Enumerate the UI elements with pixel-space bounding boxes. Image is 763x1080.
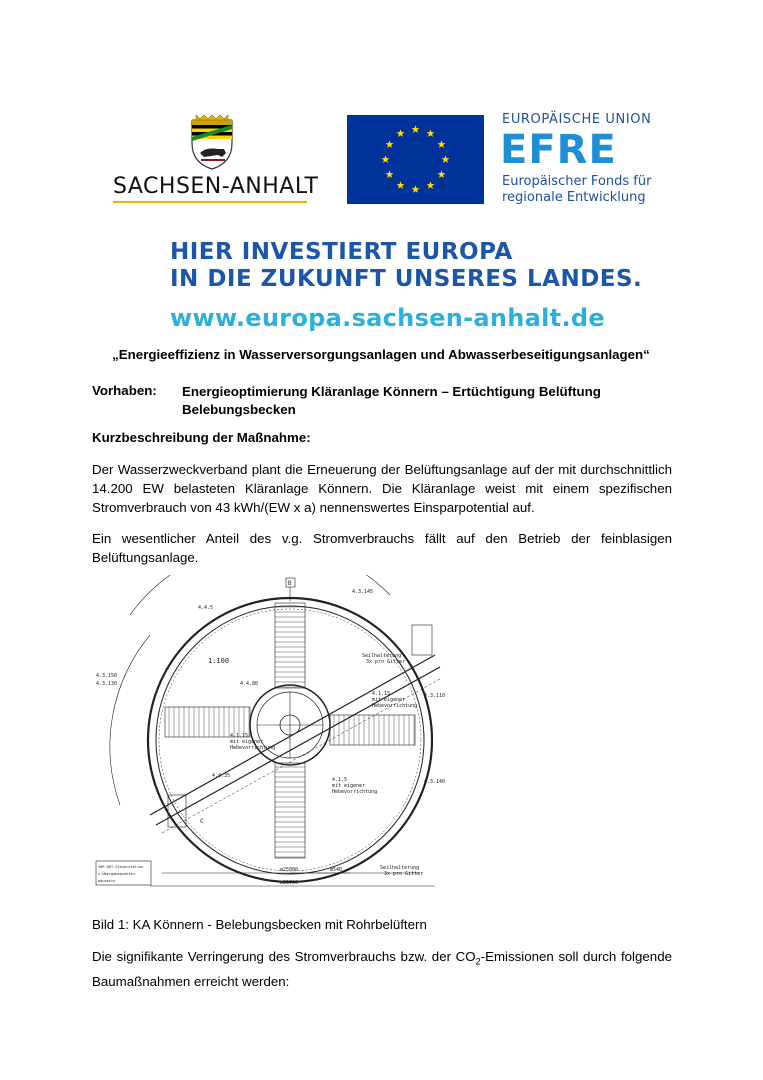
slogan-line2: IN DIE ZUKUNFT UNSERES LANDES. <box>170 266 643 292</box>
efre-label: EFRE <box>500 127 617 173</box>
efre-fullname-line2: regionale Entwicklung <box>502 190 646 205</box>
paragraph-2: Ein wesentlicher Anteil des v.g. Stromverbrauchs fällt auf den Betrieb der feinblasigen Belüftungsanlage. <box>92 531 672 565</box>
sachsen-anhalt-underline <box>113 201 307 203</box>
figure-caption: Bild 1: KA Könnern - Belebungsbecken mit Rohrbelüftern <box>92 917 427 932</box>
drawing-label: 4.3.145 <box>352 589 374 595</box>
paragraph-3 <box>92 947 672 991</box>
website-url[interactable]: www.europa.sachsen-anhalt.de <box>170 304 605 332</box>
drawing-label: Hebevorrichtung <box>372 703 418 709</box>
drawing-label: 4.1.15 <box>372 691 391 697</box>
document-title: „Energieeffizienz in Wasserversorgungsanlagen und Abwasserbeseitigungsanlagen“ <box>112 347 650 362</box>
paragraph-3-part-a: Die signifikante Verringerung des Stromverbrauchs bzw. der CO <box>92 949 476 964</box>
drawing-label: 4.4.35 <box>212 773 231 779</box>
drawing-label: 4.3.110 <box>423 693 445 699</box>
drawing-label: ø25000 <box>280 867 299 873</box>
drawing-label: 4.4.5 <box>198 605 214 611</box>
drawing-label: Hebevorrichtung <box>332 789 378 795</box>
sachsen-anhalt-wordmark: SACHSEN-ANHALT <box>113 174 319 199</box>
eu-label: EUROPÄISCHE UNION <box>502 112 652 127</box>
section-marker: C <box>200 818 204 825</box>
efre-fullname-line1: Europäischer Fonds für <box>502 174 652 189</box>
drawing-label: mit eigener <box>332 783 366 789</box>
drawing-note: bauseits <box>98 879 116 883</box>
drawing-label: 3x pro Gitter <box>366 659 406 665</box>
drawing-label: Hebevorrichtung <box>230 745 276 751</box>
drawing-label: 4.1.5 <box>332 777 348 783</box>
co2-subscript: 2 <box>475 956 481 967</box>
drawing-note: VOR ORT-Steuerstellen <box>98 865 144 869</box>
drawing-label: 3x pro Gitter <box>384 871 424 877</box>
belebungsbecken-drawing <box>90 575 450 895</box>
drawing-label: ø540 <box>330 867 343 873</box>
sachsen-anhalt-coat-of-arms <box>186 113 238 171</box>
drawing-label: mit eigener <box>372 697 406 703</box>
drawing-scale: 1:100 <box>208 657 230 665</box>
drawing-note: s.Übergabepunkten <box>98 872 135 876</box>
drawing-label: ø25700 <box>280 880 299 886</box>
section-marker: B <box>288 580 292 587</box>
drawing-label: 4.4.80 <box>240 681 259 687</box>
drawing-label: Seilhalterung <box>362 653 402 659</box>
paragraph-3-part-b: -Emissionen soll durch folgende Baumaßnahmen erreicht werden: <box>92 949 672 989</box>
drawing-label: 4.3.150 <box>96 673 118 679</box>
vorhaben-label: Vorhaben: <box>92 383 157 398</box>
drawing-label: Seilhalterung <box>380 865 420 871</box>
slogan <box>170 239 642 293</box>
paragraph-1: Der Wasserzweckverband plant die Erneuerung der Belüftungsanlage auf der mit durchschnittlich 14.200 EW belasteten Kläranlage Könnern. Die Kläranlage weist mit einem spezifischen Stromverbrauch von 43 kWh/(EW x a) nennenswertes Einsparpotential auf. <box>92 462 672 515</box>
drawing-label: 4.3.130 <box>96 681 118 687</box>
slogan-line1: HIER INVESTIERT EUROPA <box>170 239 513 265</box>
drawing-label: 4.3.140 <box>423 779 445 785</box>
vorhaben-text: Energieoptimierung Kläranlage Könnern – Ertüchtigung Belüftung Belebungsbecken <box>182 384 601 417</box>
section-heading: Kurzbeschreibung der Maßnahme: <box>92 430 311 445</box>
drawing-label: mit eigener <box>230 739 264 745</box>
efre-fullname <box>502 174 702 206</box>
eu-flag-icon <box>347 115 484 204</box>
drawing-label: 4.1.15 <box>230 733 249 739</box>
